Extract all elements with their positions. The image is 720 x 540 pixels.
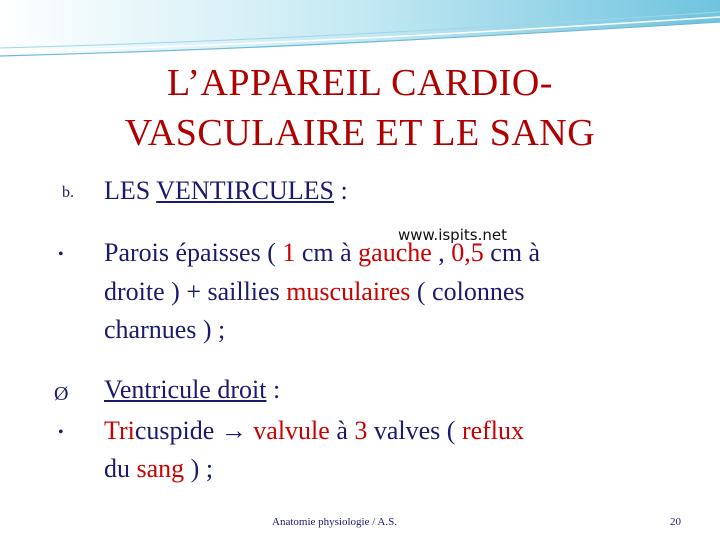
header-wave-decoration	[0, 0, 720, 60]
bullet2-line2	[104, 452, 213, 486]
text-run-highlight: 0,5	[451, 238, 484, 267]
title-line-2: VASCULAIRE ET LE SANG	[124, 112, 596, 154]
section-suffix: :	[333, 176, 348, 205]
bullet1-line2	[104, 275, 524, 309]
footer-text: Anatomie physiologie / A.S.	[272, 516, 397, 528]
arrow-bullet-icon: Ø	[54, 383, 69, 405]
bullet1-line1	[104, 236, 540, 270]
bullet1-line3: charnues ) ;	[104, 315, 226, 344]
text-run: valves (	[367, 416, 462, 445]
section-heading	[104, 174, 348, 208]
slide-title	[40, 58, 680, 158]
watermark: www.ispits.net	[398, 226, 507, 244]
text-run: ) ;	[184, 454, 214, 483]
text-run: à	[329, 416, 355, 445]
text-run: du	[104, 454, 137, 483]
text-run: ) + saillies	[164, 277, 287, 306]
ventricle-heading	[104, 373, 280, 407]
text-run: Parois épaisses (	[104, 238, 283, 267]
bullet-icon: •	[58, 424, 64, 441]
text-run: droite	[104, 277, 165, 306]
text-run: cm à	[295, 238, 359, 267]
text-run: ( colonnes	[410, 277, 525, 306]
text-run-highlight: gauche	[358, 238, 432, 267]
section-prefix: LES	[104, 176, 157, 205]
text-run: ,	[431, 238, 452, 267]
bullet2-line1	[104, 414, 524, 448]
text-run: :	[266, 375, 281, 404]
title-line-1: L’APPAREIL CARDIO-	[167, 62, 553, 104]
page-number: 20	[670, 516, 681, 528]
ventricle-heading-underlined: Ventricule droit	[104, 375, 267, 404]
section-underlined: VENTIRCULES	[156, 176, 334, 205]
text-run-highlight: reflux	[461, 416, 525, 445]
text-run-highlight: musculaires	[286, 277, 411, 306]
text-run-highlight: sang	[136, 454, 185, 483]
bullet-icon: •	[58, 246, 64, 263]
text-run-highlight: valvule	[253, 416, 330, 445]
section-marker: b.	[62, 184, 74, 201]
text-run-highlight: Tri	[104, 416, 135, 445]
text-run-highlight: 1	[282, 238, 296, 267]
text-run: cuspide →	[134, 416, 254, 445]
text-run: cm à	[483, 238, 541, 267]
text-run-highlight: 3	[354, 416, 368, 445]
